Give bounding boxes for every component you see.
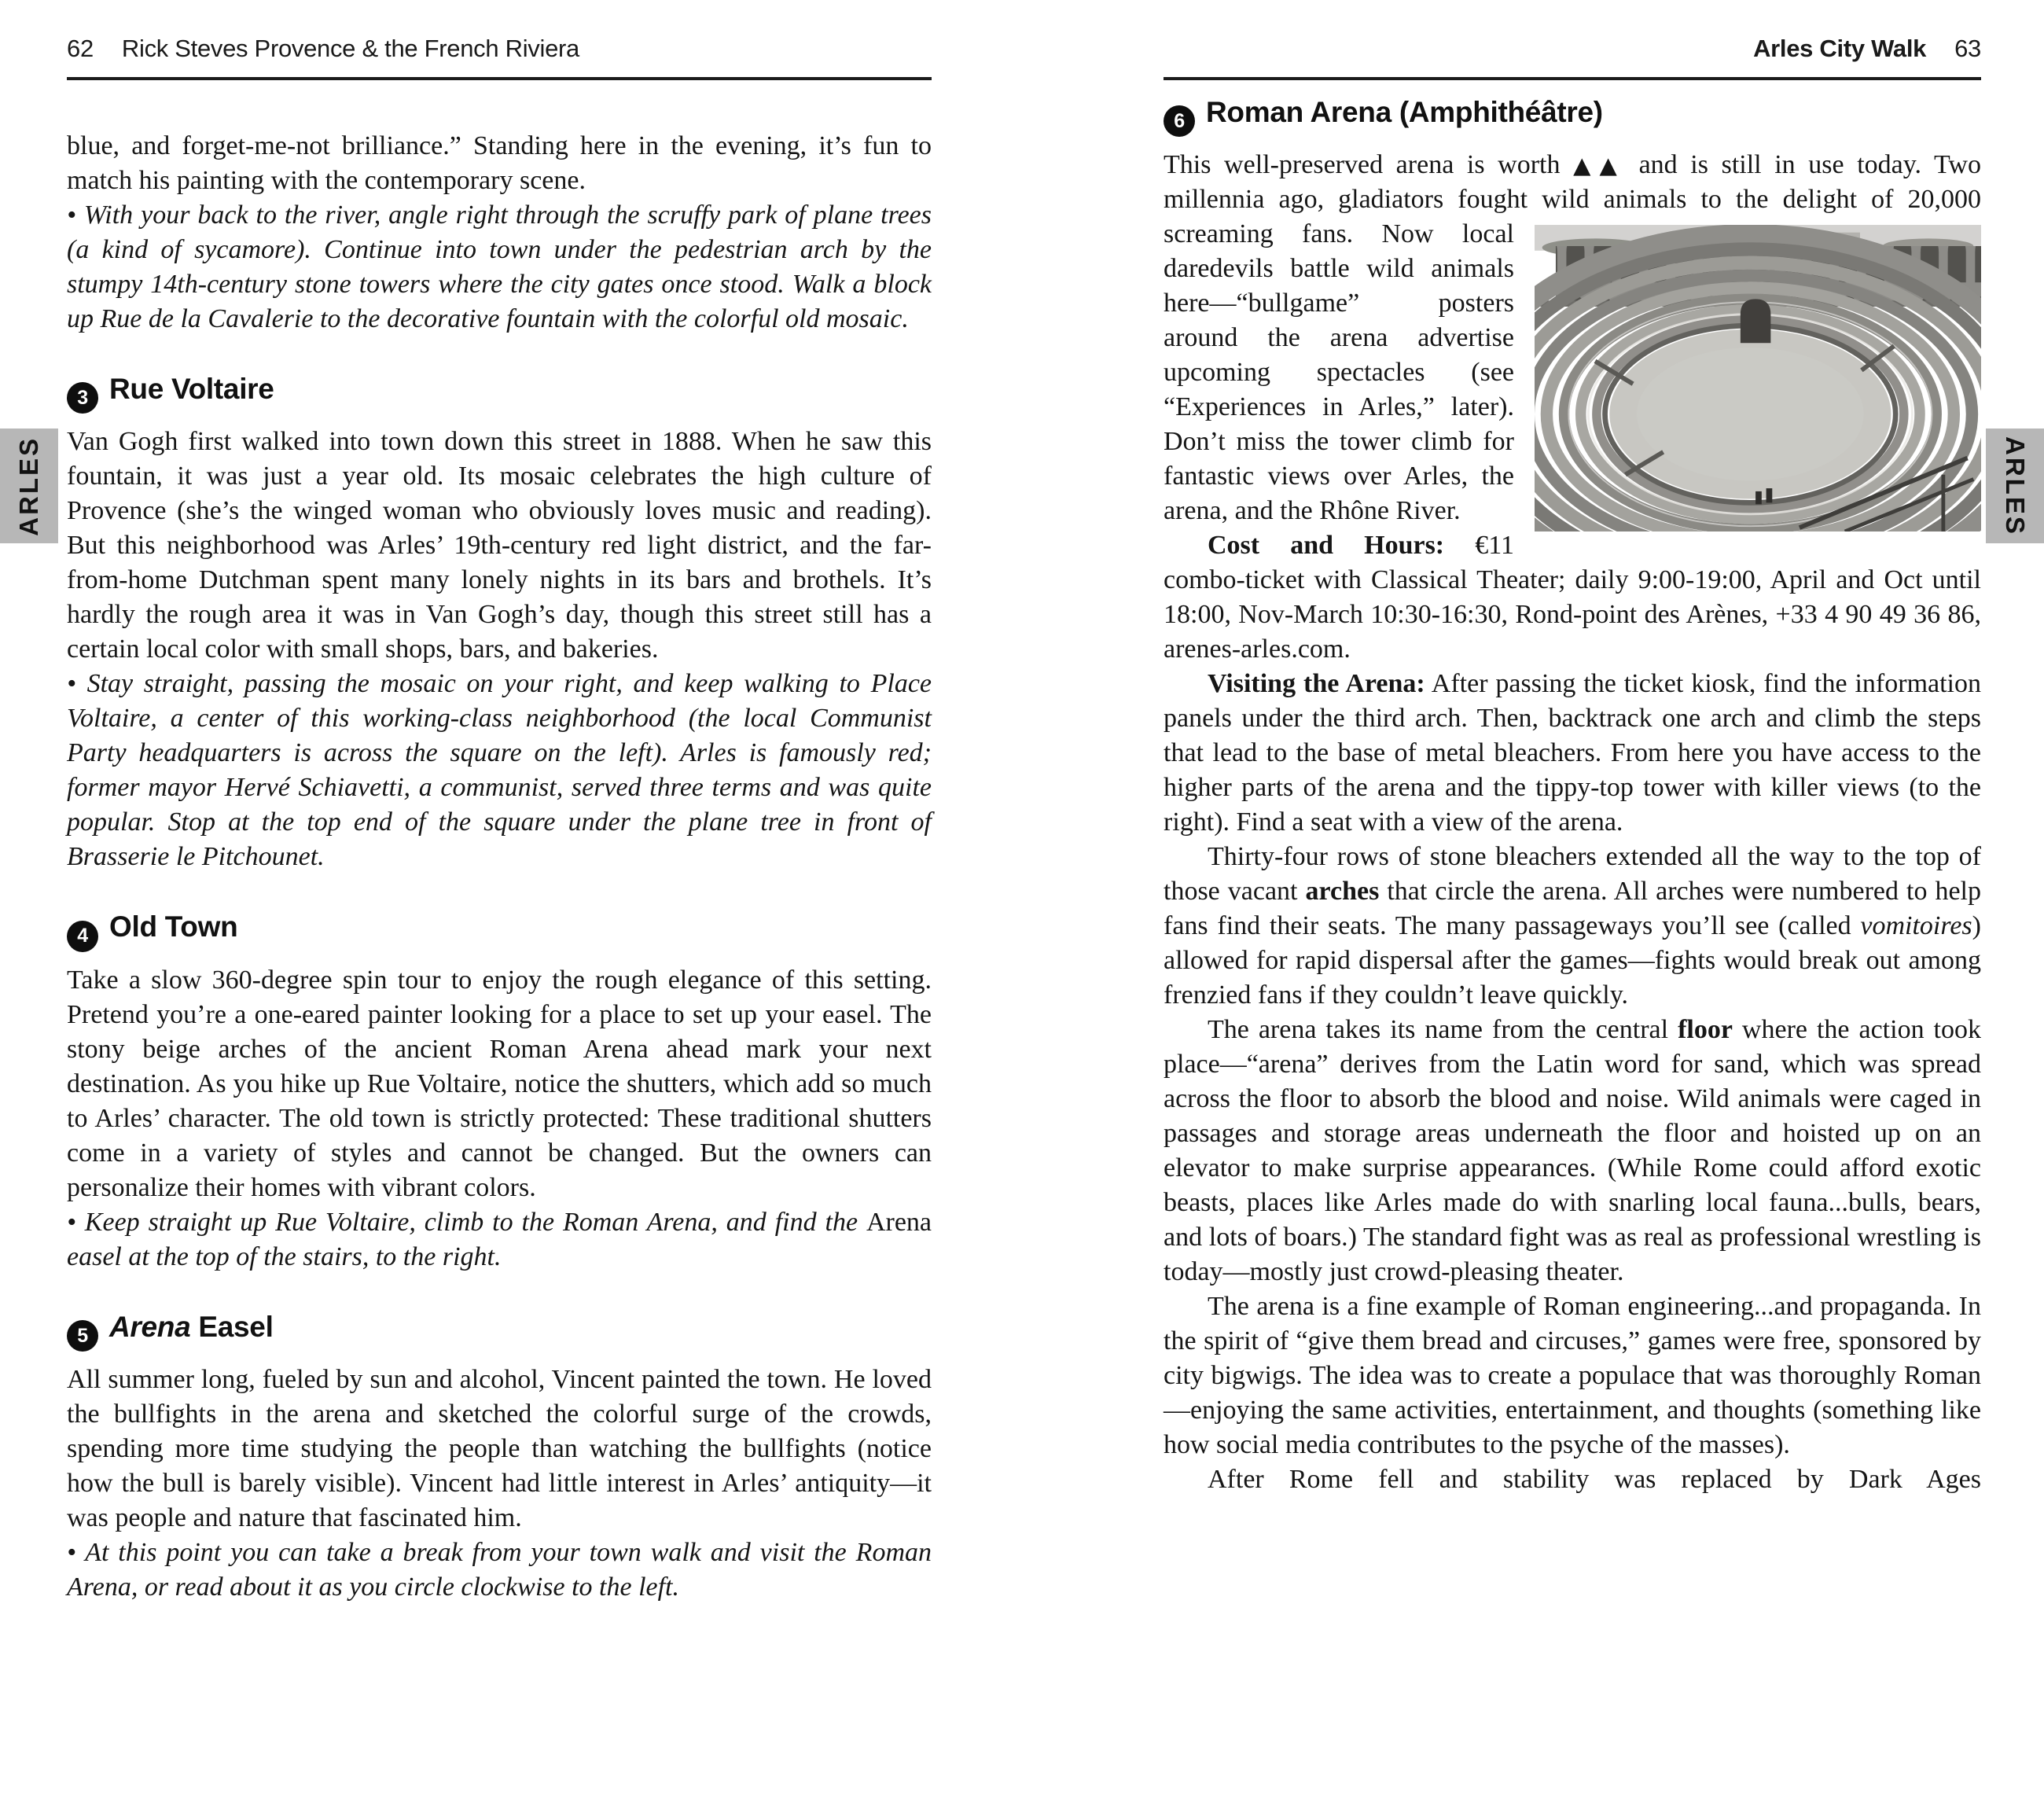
text-segment: blue, and forget-me-not brilliance.” Standing here in the evening, it’s fun to match his painting with the contemporary scene. [67,131,932,195]
text-segment: All summer long, fueled by sun and alcohol, Vincent painted the town. He loved the bullfights in the arena and sketched the colorful surge of the crowds, spending more time studying the people than watching the bullfights (notice how the bull is barely visible). Vincent had little interest in Arles’ antiquity—it was people and nature that fascinated him. [67,1365,932,1533]
section-number-badge: 5 [67,1320,98,1352]
text-segment: Easel [190,1310,274,1343]
margin-tab-arles-right [1986,429,2044,543]
arena-photo [1535,225,1981,531]
arena-photo-graphic [1535,225,1981,531]
text-segment: Arena [866,1207,932,1237]
paragraph [67,963,932,1205]
section-number-badge: 3 [67,382,98,414]
section-heading [67,1311,932,1352]
walking-directions [67,667,932,874]
section-heading [1164,96,1981,137]
running-header-left [67,35,932,80]
text-segment: Thirty-four rows of stone bleachers extended all the way to the top of those vacant [1164,842,1981,907]
text-segment: arches [1305,877,1380,907]
section-number-badge: 4 [67,921,98,952]
text-segment: vomitoires [1860,911,1972,941]
walking-directions [67,1536,932,1605]
text-segment: Roman Arena (Amphithéâtre) [1206,96,1603,128]
text-segment: €11 combo-ticket with Classical Theater; daily 9:00-19:00, April and Oct until 18:00, Nov-March 10:30-16:30, Rond-point des Arènes, +33 4 90 49 36 86, arenes-arles.com. [1164,531,1981,664]
text-segment: After Rome fell and stability was replaced by Dark Ages [1208,1465,1981,1495]
section-heading [67,373,932,414]
text-segment: and is still in use today. Two millennia ago, gladiators fought wild animals to the delight [1164,150,1981,215]
text-segment: • With your back to the river, angle right through the scruffy park of plane trees (a kind of sycamore). Continue into town under the pedestrian arch by the stumpy 14th-century stone towers where the city gates once stood. Walk a block up Rue de la Cavalerie to the decorative fountain with the colorful old mosaic. [67,200,932,333]
text-segment: Cost and Hours: [1208,531,1445,561]
text-segment: ▲▲ [1573,152,1626,179]
page-63 [1022,0,2044,1817]
text-segment: The arena is a fine example of Roman engineering...and propaganda. In the spirit of “give them bread and circuses,” games were free, sponsored by city bigwigs. The idea was to create a populace that was thoroughly Roman—enjoying the same activities, entertainment, and thoughts (something like how social media contributes to the psyche of the masses). [1164,1292,1981,1460]
text-segment: Arena [109,1310,191,1343]
page-63-content [1164,96,1981,1497]
text-segment: of 20,000 screaming fans. Now local daredevils battle wild animals here—“bullgame” posters around the arena advertise upcoming spectacles (see “Experiences in Arles,” later). Don’t miss the tower climb for fantastic views over Arles, the arena, and the Rhône River. [1164,185,1981,526]
margin-tab-arles-left [0,429,58,543]
text-segment: Old Town [109,910,238,943]
paragraph [1164,148,1981,528]
paragraph [1164,667,1981,840]
page-62-content [67,129,932,1605]
paragraph [1164,1289,1981,1462]
page-number: 62 [67,35,94,62]
walking-directions [67,1205,932,1274]
text-segment: easel at the top of the stairs, to the right. [67,1241,502,1271]
running-head-title: Rick Steves Provence & the French Riviera [121,35,579,62]
paragraph [1164,528,1981,667]
text-segment: Take a slow 360-degree spin tour to enjoy the rough elegance of this setting. Pretend you’re a one-eared painter looking for a place to set up your easel. The stony beige arches of the ancient Roman Arena ahead mark your next destination. As you hike up Rue Voltaire, notice the shutters, which add so much to Arles’ character. The old town is strictly protected: These traditional shutters come in a variety of styles and cannot be changed. But the owners can personalize their homes with vibrant colors. [67,965,932,1202]
paragraph [1164,1013,1981,1289]
text-segment: Visiting the Arena: [1208,669,1425,699]
text-segment: • At this point you can take a break from your town walk and visit the Roman Arena, or read about it as you circle clockwise to the left. [67,1538,932,1602]
paragraph [1164,1462,1981,1497]
walking-directions [67,198,932,337]
margin-tab-label: ARLES [14,436,43,536]
text-segment: After passing the ticket kiosk, find the information panels under the third arch. Then, backtrack one arch and climb the steps that lead to the base of metal bleachers. From here you have access to the higher parts of the arena and the tippy-top tower with killer views (to the right). Find a seat with a view of the arena. [1164,669,1981,837]
text-segment: • Stay straight, passing the mosaic on your right, and keep walking to Place Voltaire, a center of this working-class neighborhood (the local Communist Party headquarters is across the square on the left). Arles is famously red; former mayor Hervé Schiavetti, a communist, served three terms and was quite popular. Stop at the top end of the square under the plane tree in front of Brasserie le Pitchounet. [67,669,932,872]
margin-tab-label: ARLES [2001,436,2030,536]
running-header-right [1164,35,1981,80]
text-segment: Rue Voltaire [109,373,274,405]
text-segment: This well-preserved arena is worth [1164,150,1574,180]
paragraph [67,129,932,198]
page-number: 63 [1954,35,1981,62]
section-heading [67,910,932,951]
paragraph [67,1363,932,1536]
running-head-title: Arles City Walk [1753,35,1927,62]
text-segment: floor [1678,1015,1733,1045]
text-segment: where the action took place—“arena” derives from the Latin word for sand, which was spread across the floor to absorb the blood and noise. Wild animals were caged in passages and storage areas underneath the floor and hoisted up on an elevator to make surprise appearances. (While Rome could afford exotic beasts, places like Arles made do with snarling local fauna...bulls, bears, and lots of boars.) The standard fight was as real as professional wrestling is today—mostly just crowd-pleasing theater. [1164,1015,1981,1287]
text-segment: that circle the arena. All arches were numbered to help fans find their seats. The many passageways you’ll see (called [1164,877,1981,941]
text-segment: ) allowed for rapid dispersal after the games—fights would break out among frenzied fans if they couldn’t leave quickly. [1164,911,1981,1010]
paragraph [67,425,932,667]
text-segment: • Keep straight up Rue Voltaire, climb to the Roman Arena, and find the [67,1207,866,1237]
text-segment: The arena takes its name from the central [1208,1015,1678,1045]
text-segment: Van Gogh first walked into town down this street in 1888. When he saw this fountain, it was just a year old. Its mosaic celebrates the high culture of Provence (she’s the winged woman who obviously loves music and reading). But this neighborhood was Arles’ 19th-century red light district, and the far-from-home Dutchman spent many lonely nights in its bars and brothels. It’s hardly the rough area it was in Van Gogh’s day, though this street still has a certain local color with small shops, bars, and bakeries. [67,427,932,664]
paragraph [1164,840,1981,1013]
section-number-badge: 6 [1164,105,1195,137]
